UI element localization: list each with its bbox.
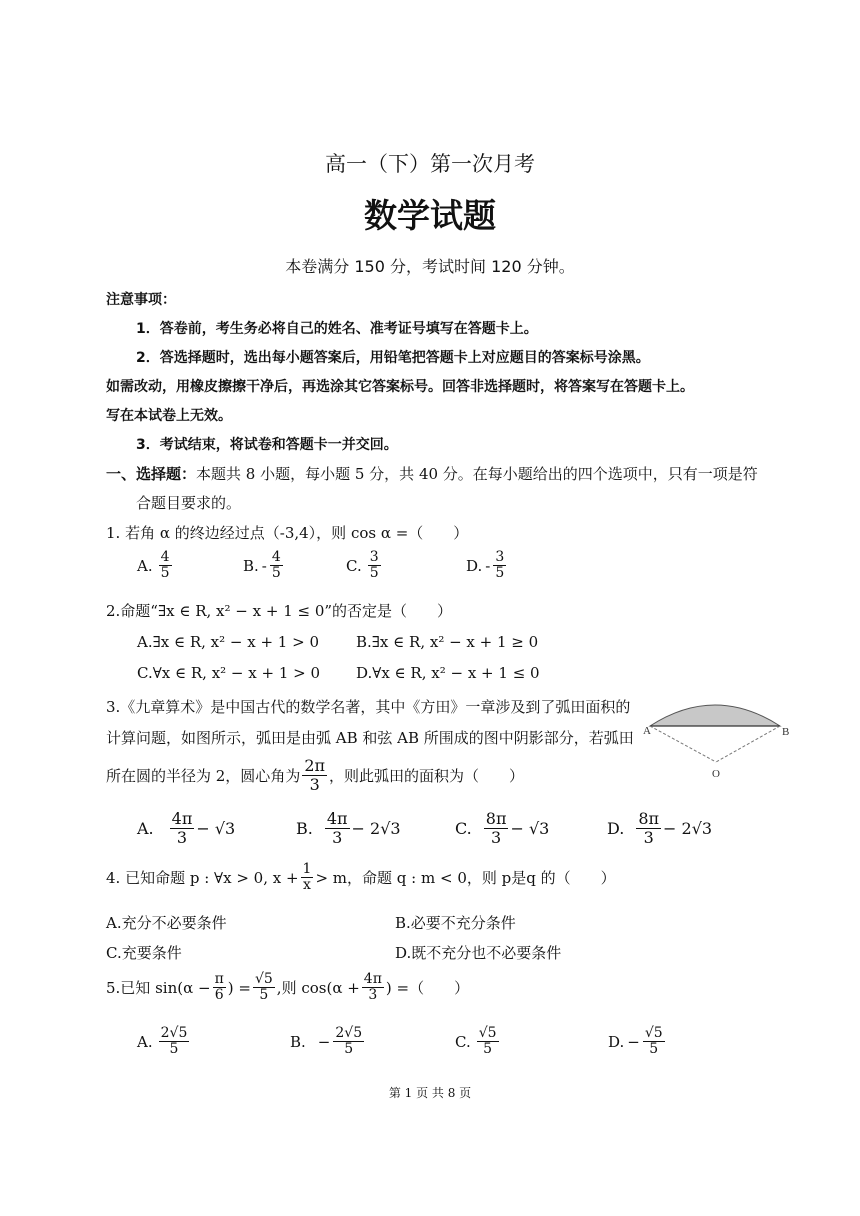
note-2: 2．答选择题时，选出每小题答案后，用铅笔把答题卡上对应题目的答案标号涂黑。 <box>136 350 650 366</box>
denominator: 5 <box>169 1041 179 1058</box>
denominator: 3 <box>368 987 378 1004</box>
q5-fraction-1 <box>213 972 226 1004</box>
numerator: 8π <box>485 809 507 828</box>
option-sign: - <box>485 556 491 575</box>
numerator: 3 <box>369 549 379 565</box>
section-desc: 本题共 8 小题，每小题 5 分，共 40 分。在每小题给出的四个选项中，只有一项是符 <box>196 465 758 483</box>
option-fraction <box>636 810 661 846</box>
option-fraction <box>493 550 506 582</box>
option-fraction <box>159 1026 190 1058</box>
option-fraction <box>170 810 195 846</box>
numerator: 3 <box>495 549 505 565</box>
numerator: √5 <box>644 1025 663 1041</box>
option-label: B. <box>296 818 313 838</box>
q5-stem-d: ) =（ ） <box>385 979 470 998</box>
point-b-label: B <box>782 726 790 738</box>
option-label: B. <box>290 1032 306 1051</box>
denominator: 5 <box>259 987 269 1004</box>
q3-line-1: 3.《九章算术》是中国古代的数学名著，其中《方田》一章涉及到了弧田面积的 <box>106 698 631 716</box>
q5-stem <box>106 972 469 1004</box>
option-fraction <box>325 810 350 846</box>
numerator: 2π <box>304 756 326 775</box>
option-fraction <box>484 810 509 846</box>
option-label: D. <box>608 1032 625 1051</box>
option-rest: − 2√3 <box>663 818 713 838</box>
option-rest: − √3 <box>196 818 236 838</box>
q1-stem: 1. 若角 α 的终边经过点（-3,4），则 cos α =（ ） <box>106 524 469 542</box>
note-1: 1．答卷前，考生务必将自己的姓名、准考证号填写在答题卡上。 <box>136 321 538 337</box>
q5-option-c[interactable] <box>455 1026 501 1058</box>
note-2-cont: 如需改动，用橡皮擦擦干净后，再选涂其它答案标号。回答非选择题时，将答案写在答题卡上。 <box>106 379 694 395</box>
radius-oa <box>650 726 716 762</box>
q2-option-a[interactable]: A.∃x ∈ R, x² − x + 1 > 0 <box>137 633 319 651</box>
note-2-end: 写在本试卷上无效。 <box>106 408 232 424</box>
numerator: 8π <box>638 809 660 828</box>
option-fraction <box>270 550 283 582</box>
numerator: π <box>214 971 224 987</box>
arc-field-figure <box>640 690 800 790</box>
numerator: 4π <box>363 971 382 987</box>
q5-fraction-3 <box>362 972 384 1004</box>
page-number: 第 1 页 共 8 页 <box>388 1086 472 1100</box>
option-sign: - <box>261 556 267 575</box>
q2-option-d[interactable]: D.∀x ∈ R, x² − x + 1 ≤ 0 <box>356 664 540 682</box>
denominator: 3 <box>332 827 343 847</box>
option-label: D. <box>466 556 483 575</box>
option-label: B. <box>243 556 259 575</box>
option-label: A. <box>137 556 153 575</box>
note-3: 3．考试结束，将试卷和答题卡一并交回。 <box>136 437 398 453</box>
denominator: 5 <box>160 565 170 582</box>
option-fraction <box>477 1026 499 1058</box>
option-label: D. <box>607 818 625 838</box>
option-fraction <box>159 550 172 582</box>
numerator: 1 <box>302 861 312 877</box>
denominator: 3 <box>643 827 654 847</box>
q3-line-3 <box>106 757 524 793</box>
option-fraction <box>368 550 381 582</box>
q3-option-a[interactable] <box>137 810 235 846</box>
q3-angle-fraction <box>302 757 327 793</box>
numerator: 4π <box>171 809 193 828</box>
q3-option-b[interactable] <box>296 810 401 846</box>
q4-option-b[interactable]: B.必要不充分条件 <box>395 914 516 932</box>
q5-stem-a: 5.已知 sin(α − <box>106 979 211 998</box>
denominator: 3 <box>491 827 502 847</box>
numerator: 2√5 <box>160 1025 188 1041</box>
q4-fraction <box>301 862 314 894</box>
shaded-segment <box>650 705 780 726</box>
q5-option-d[interactable] <box>608 1026 667 1058</box>
option-label: A. <box>137 818 154 838</box>
option-label: C. <box>455 1032 471 1051</box>
q3-option-c[interactable] <box>455 810 549 846</box>
option-fraction <box>333 1026 364 1058</box>
numerator: √5 <box>478 1025 497 1041</box>
denominator: 3 <box>309 774 320 794</box>
q4-stem <box>106 862 616 894</box>
q3-option-d[interactable] <box>607 810 712 846</box>
radius-ob <box>716 726 780 762</box>
option-rest: − √3 <box>510 818 550 838</box>
section-intro <box>106 463 758 484</box>
option-fraction <box>643 1026 665 1058</box>
section-heading: 一、选择题： <box>106 465 197 483</box>
denominator: 3 <box>176 827 188 847</box>
exam-info: 本卷满分 150 分，考试时间 120 分钟。 <box>285 257 575 276</box>
q1-option-b[interactable] <box>243 550 285 582</box>
denominator: 6 <box>214 987 224 1004</box>
q3-line-2: 计算问题，如图所示，弧田是由弧 AB 和弦 AB 所围成的图中阴影部分，若弧田 <box>106 729 634 747</box>
q1-option-d[interactable] <box>466 550 508 582</box>
denominator: 5 <box>495 565 505 582</box>
numerator: 2√5 <box>335 1025 363 1041</box>
q4-option-a[interactable]: A.充分不必要条件 <box>106 914 227 932</box>
q2-stem: 2.命题“∃x ∈ R, x² − x + 1 ≤ 0”的否定是（ ） <box>106 602 453 620</box>
point-o-label: O <box>712 768 720 780</box>
q4-stem-end: > m，命题 q : m < 0，则 p是q 的（ ） <box>315 869 616 888</box>
denominator: 5 <box>369 565 379 582</box>
q5-option-b[interactable] <box>290 1026 366 1058</box>
numerator: 4 <box>271 549 281 565</box>
exam-title: 数学试题 <box>364 196 496 235</box>
numerator: 4 <box>160 549 170 565</box>
notes-heading: 注意事项： <box>106 292 176 308</box>
q4-stem-start: 4. 已知命题 p : ∀x > 0, x + <box>106 869 299 888</box>
section-desc-cont: 合题目要求的。 <box>136 494 242 512</box>
q5-option-a[interactable] <box>137 1026 191 1058</box>
denominator: 5 <box>344 1041 354 1058</box>
q4-option-d[interactable]: D.既不充分也不必要条件 <box>395 944 562 962</box>
option-label: C. <box>346 556 362 575</box>
q5-stem-b: ) = <box>227 978 251 997</box>
exam-subtitle: 高一（下）第一次月考 <box>325 152 535 176</box>
numerator: 4π <box>326 809 348 828</box>
q2-option-c[interactable]: C.∀x ∈ R, x² − x + 1 > 0 <box>137 664 321 682</box>
point-a-label: A <box>643 725 651 737</box>
q3-line-3-text: 所在圆的半径为 2，圆心角为 <box>106 766 301 785</box>
q2-option-b[interactable]: B.∃x ∈ R, x² − x + 1 ≥ 0 <box>356 633 539 651</box>
option-label: C. <box>455 818 472 838</box>
q1-option-a[interactable] <box>137 550 174 582</box>
denominator: 5 <box>483 1041 493 1058</box>
q1-option-c[interactable] <box>346 550 383 582</box>
option-rest: − 2√3 <box>351 818 401 838</box>
option-sign: − <box>627 1032 640 1051</box>
numerator: √5 <box>254 971 273 987</box>
option-sign: − <box>317 1032 331 1051</box>
q4-option-c[interactable]: C.充要条件 <box>106 944 182 962</box>
q5-stem-c: ,则 cos(α + <box>276 979 360 998</box>
denominator: x <box>303 877 311 894</box>
denominator: 5 <box>271 565 281 582</box>
denominator: 5 <box>649 1041 659 1058</box>
option-label: A. <box>137 1032 153 1051</box>
q5-fraction-2 <box>253 972 275 1004</box>
q3-line-3-tail: ，则此弧田的面积为（ ） <box>329 766 525 785</box>
